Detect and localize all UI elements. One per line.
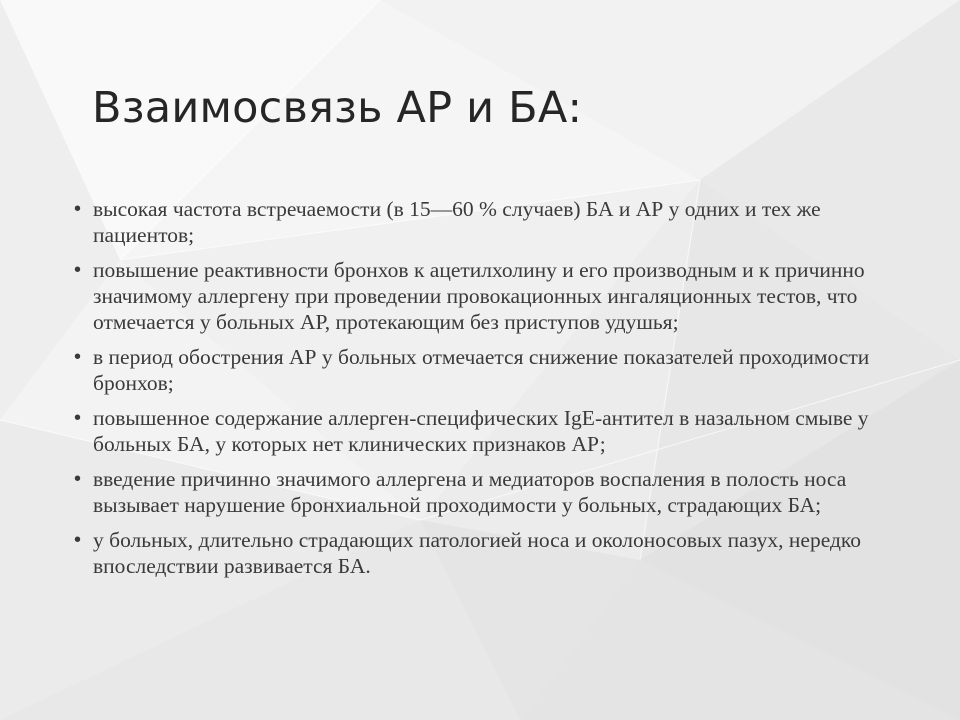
bullet-text: повышение реактивности бронхов к ацетилхолину и его производным и к причинно значимому аллергену при проведении провокационных ингаляционных тестов, что отмечается у больных АР, протекающим без приступов удушья; <box>93 258 865 334</box>
list-item <box>74 257 904 335</box>
bullet-text: высокая частота встречаемости (в 15—60 % случаев) БА и АР у одних и тех же пациентов; <box>93 197 821 247</box>
list-item <box>74 466 904 518</box>
bullet-text: повышенное содержание аллерген-специфических IgE-антител в назальном смыве у больных БА, у которых нет клинических признаков АР; <box>93 406 869 456</box>
bullet-list <box>74 196 904 588</box>
bullet-text: введение причинно значимого аллергена и медиаторов воспаления в полость носа вызывает нарушение бронхиальной проходимости у больных, страдающих БА; <box>93 467 847 517</box>
list-item <box>74 344 904 396</box>
bullet-text: у больных, длительно страдающих патологией носа и околоносовых пазух, нередко впоследствии развивается БА. <box>93 528 862 578</box>
slide-title: Взаимосвязь АР и БА: <box>92 83 583 133</box>
bullet-icon: • <box>74 468 82 490</box>
list-item <box>74 196 904 248</box>
bullet-icon: • <box>74 407 82 429</box>
bullet-icon: • <box>74 259 82 281</box>
bullet-icon: • <box>74 346 82 368</box>
bullet-icon: • <box>74 529 82 551</box>
list-item <box>74 527 904 579</box>
bullet-text: в период обострения АР у больных отмечается снижение показателей проходимости бронхов; <box>93 345 870 395</box>
list-item <box>74 405 904 457</box>
bullet-icon: • <box>74 198 82 220</box>
